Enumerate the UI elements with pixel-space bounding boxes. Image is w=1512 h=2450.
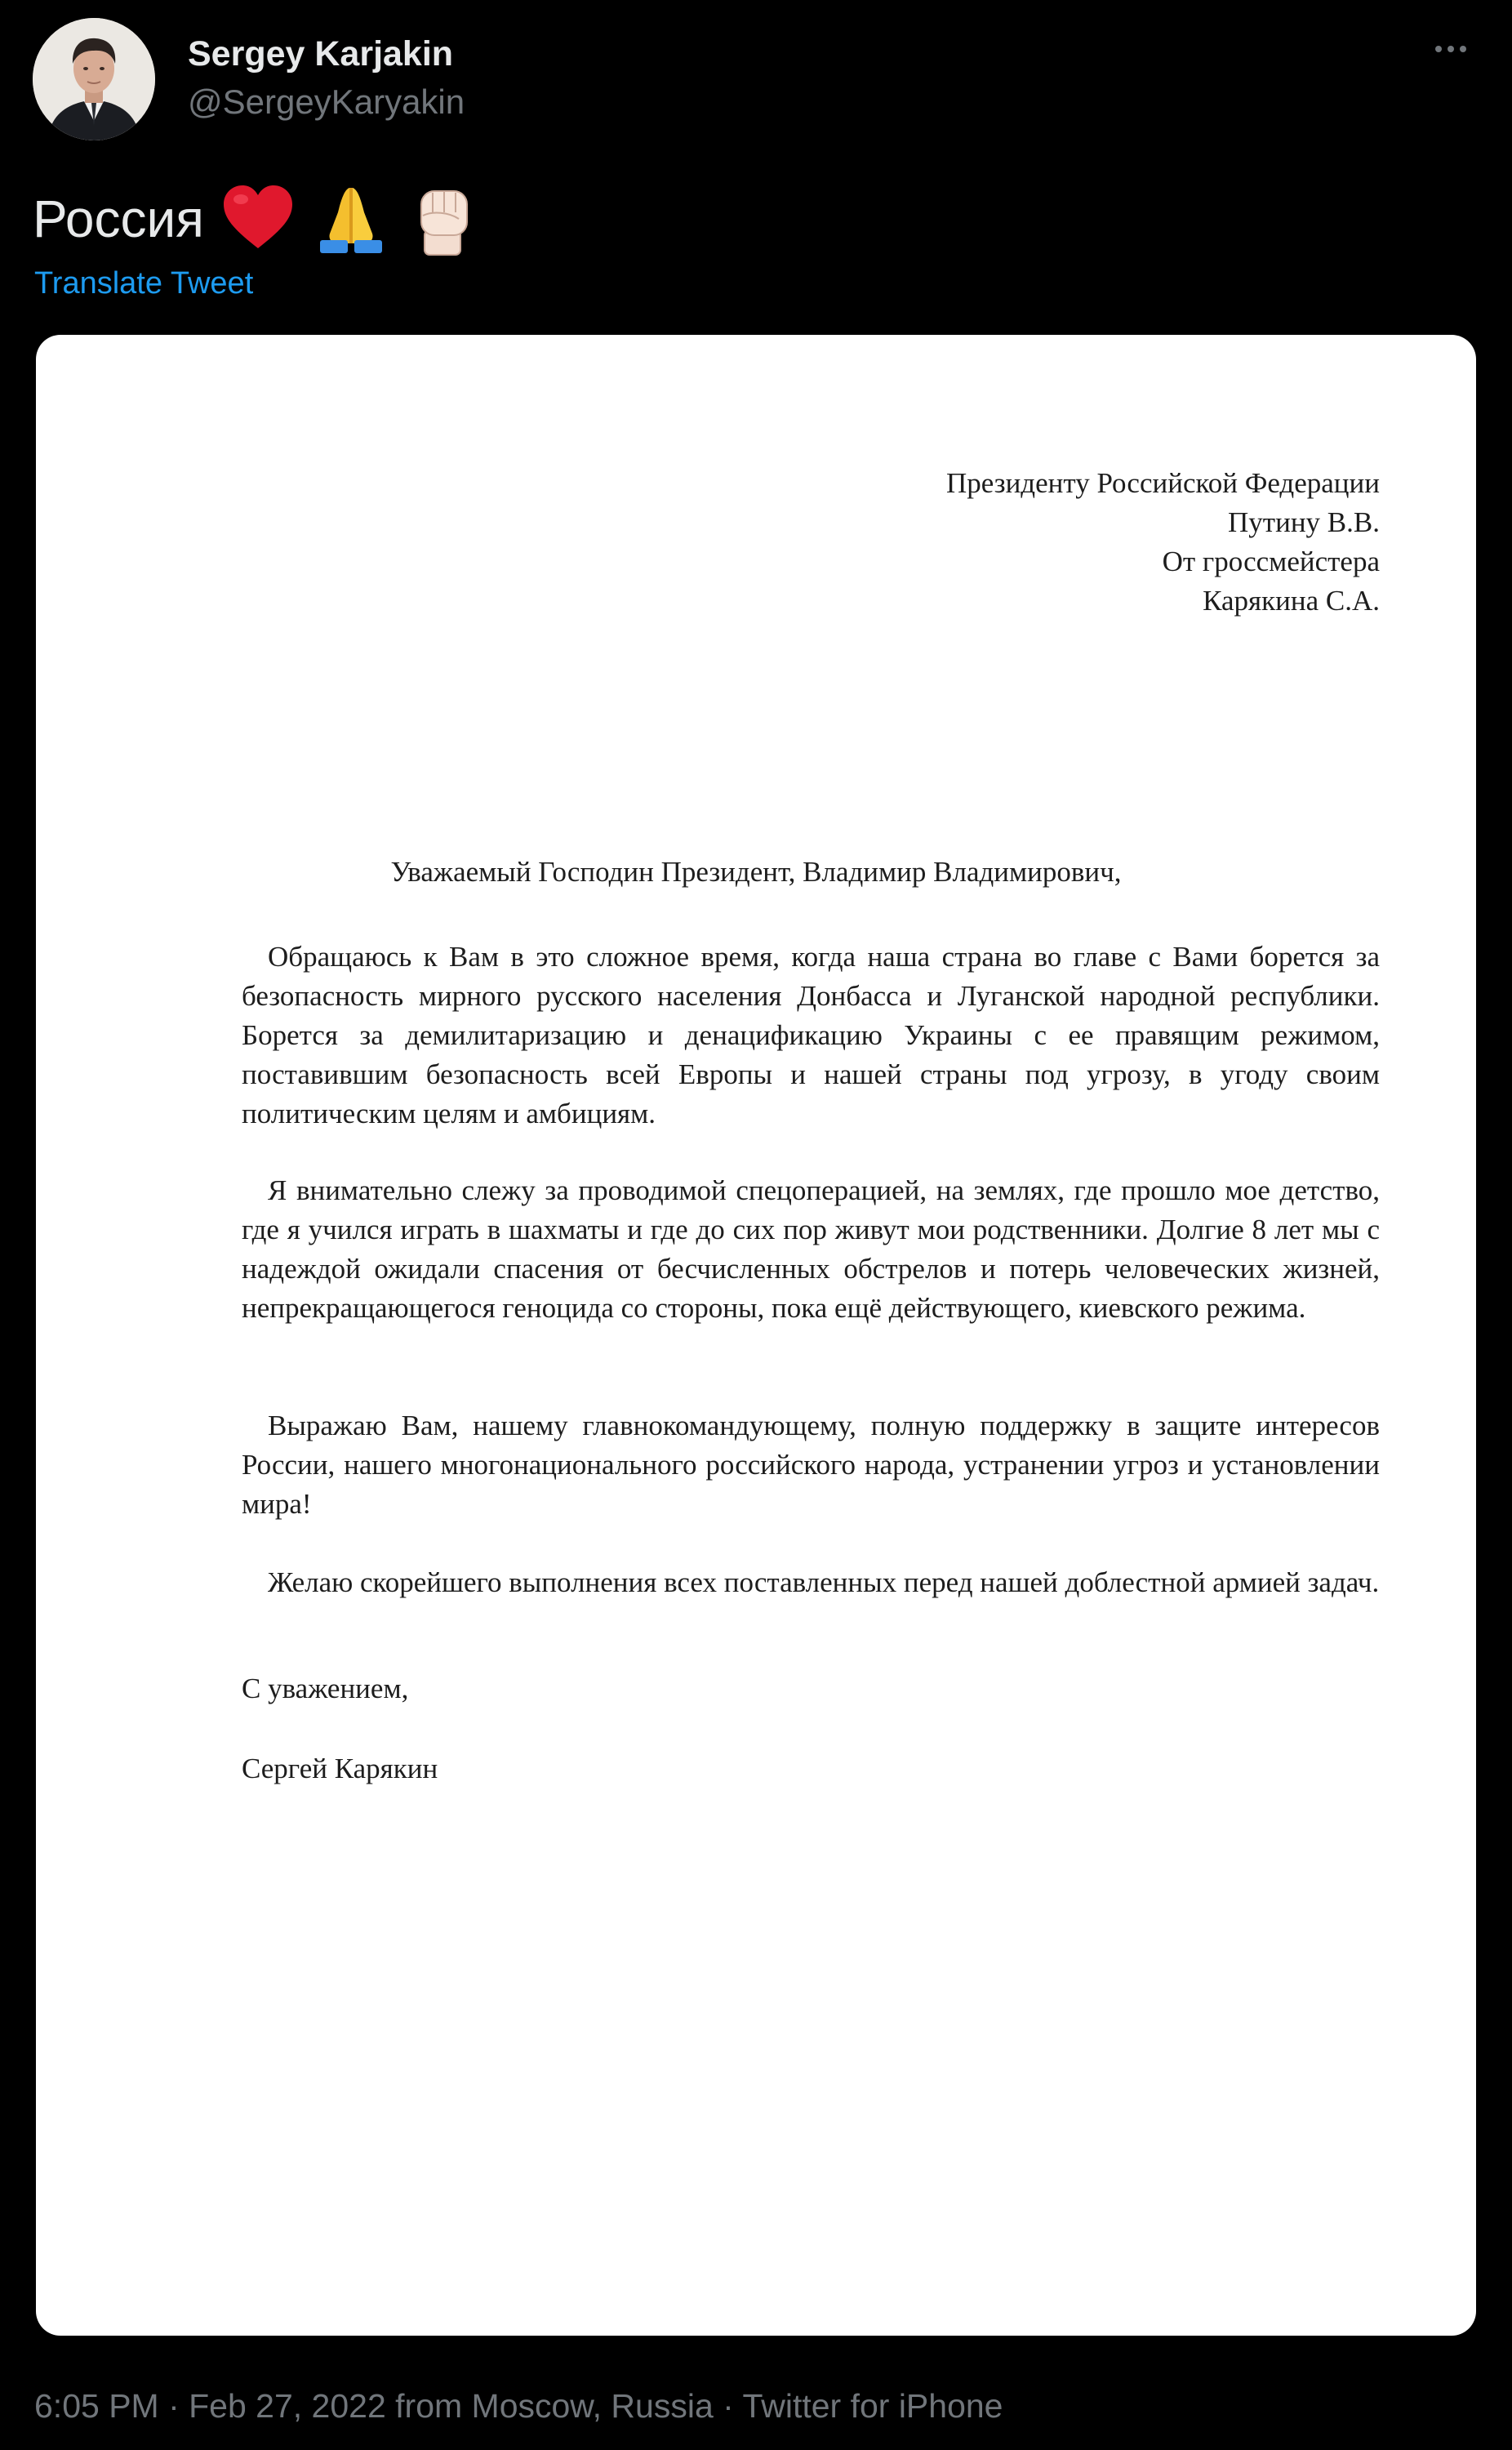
letter-greeting: Уважаемый Господин Президент, Владимир Владимирович, [390, 856, 1122, 888]
tweet-text [33, 178, 483, 260]
folded-hands-icon [312, 180, 390, 258]
tweet-timestamp[interactable]: 6:05 PM · Feb 27, 2022 from Moscow, Russia · Twitter for iPhone [34, 2387, 1003, 2425]
author-handle[interactable]: @SergeyKaryakin [188, 82, 465, 121]
letter-signature: Сергей Карякин [242, 1753, 438, 1784]
letter-paragraph: Выражаю Вам, нашему главнокомандующему, полную поддержку в защите интересов России, нашего многонационального российского народа, устранении угроз и установлении мира! [242, 1410, 1380, 1520]
letter-closing: С уважением, [242, 1673, 409, 1704]
more-icon [1448, 46, 1454, 52]
letter-paragraph: Я внимательно слежу за проводимой спецоперацией, на землях, где прошло мое детство, где я учился играть в шахматы и где до сих пор живут мои родственники. Долгие 8 лет мы с надеждой ожидали спасения от бесчисленных обстрелов и потерь человеческих жизней, непрекращающегося геноцида со стороны, пока ещё действующего, киевского режима. [242, 1174, 1380, 1324]
letter-addressee [946, 464, 1380, 621]
more-icon [1460, 46, 1466, 52]
letter-paragraph: Желаю скорейшего выполнения всех поставленных перед нашей доблестной армией задач. [268, 1566, 1380, 1598]
author-info [188, 29, 465, 126]
addressee-line: Путину В.В. [1228, 506, 1380, 538]
addressee-line: Президенту Российской Федерации [946, 467, 1380, 499]
more-options-button[interactable] [1422, 33, 1479, 65]
avatar[interactable] [33, 18, 155, 140]
letter-image[interactable] [36, 335, 1476, 2336]
addressee-line: Карякина С.А. [1203, 585, 1380, 617]
more-icon [1435, 46, 1442, 52]
author-photo [33, 18, 155, 140]
raised-fist-icon [405, 180, 483, 258]
addressee-line: От гроссмейстера [1162, 546, 1380, 577]
tweet-text-body: Россия [33, 189, 204, 248]
tweet-header [33, 18, 1479, 140]
letter-paragraph: Обращаюсь к Вам в это сложное время, когда наша страна во главе с Вами борется за безопасность мирного русского населения Донбасса и Луганской народной республики. Борется за демилитаризацию и денацификацию Украины с ее правящим режимом, поставившим безопасность всей Европы и нашей страны под угрозу, в угоду своим политическим целям и амбициям. [242, 941, 1380, 1129]
author-display-name[interactable]: Sergey Karjakin [188, 34, 454, 74]
translate-tweet-link[interactable]: Translate Tweet [34, 266, 254, 301]
red-heart-icon [219, 180, 297, 258]
